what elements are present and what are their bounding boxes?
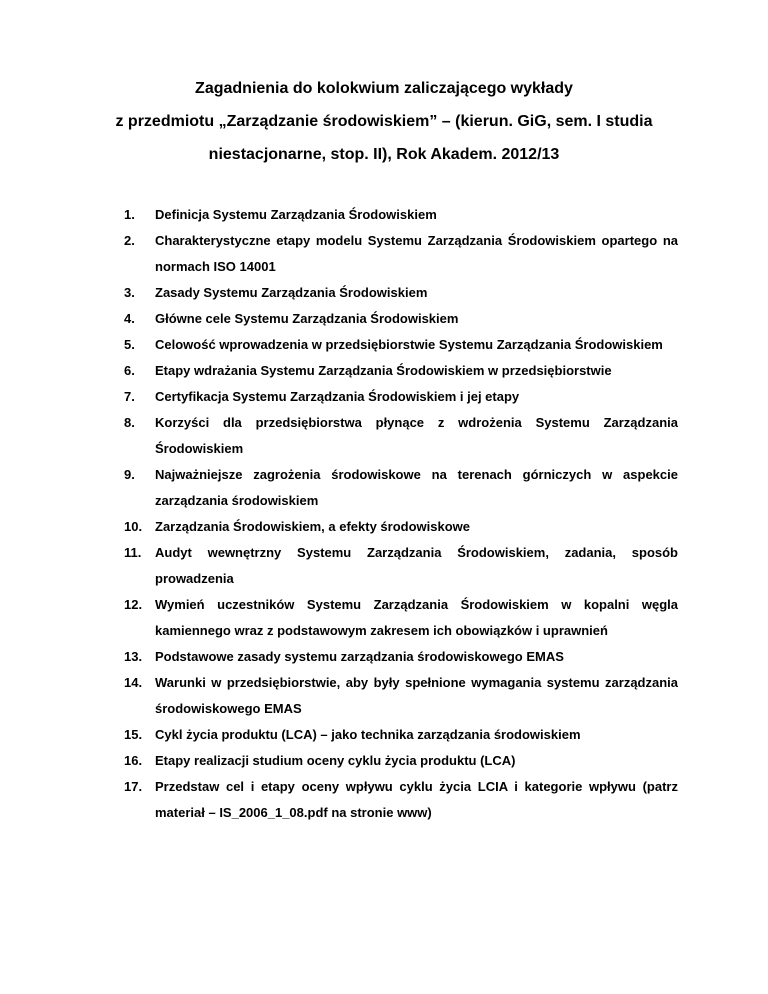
item-text: Cykl życia produktu (LCA) – jako technika zarządzania środowiskiem: [155, 727, 581, 742]
item-text: Przedstaw cel i etapy oceny wpływu cyklu życia LCIA i kategorie wpływu (patrz materiał – IS_2006_1_08.pdf na stronie www): [155, 779, 678, 820]
item-number: 6.: [124, 363, 135, 378]
item-text: Certyfikacja Systemu Zarządzania Środowiskiem i jej etapy: [155, 389, 520, 404]
item-number: 7.: [124, 389, 135, 404]
item-number: 16.: [124, 753, 143, 768]
list-item: [124, 384, 678, 410]
item-text: Podstawowe zasady systemu zarządzania środowiskowego EMAS: [155, 649, 564, 664]
item-number: 12.: [124, 597, 143, 612]
topics-list: [124, 202, 678, 826]
item-text: Zarządzania Środowiskiem, a efekty środowiskowe: [155, 519, 470, 534]
list-item: [124, 358, 678, 384]
item-number: 1.: [124, 207, 135, 222]
item-text: Etapy realizacji studium oceny cyklu życia produktu (LCA): [155, 753, 516, 768]
item-number: 2.: [124, 233, 135, 248]
item-text: Główne cele Systemu Zarządzania Środowiskiem: [155, 311, 459, 326]
title-line-3: niestacjonarne, stop. II), Rok Akadem. 2012/13: [208, 146, 560, 163]
list-item: [124, 462, 678, 514]
item-text: Wymień uczestników Systemu Zarządzania Środowiskiem w kopalni węgla kamiennego wraz z podstawowym zakresem ich obowiązków i uprawnień: [155, 597, 678, 638]
item-number: 13.: [124, 649, 143, 664]
item-number: 8.: [124, 415, 135, 430]
item-number: 14.: [124, 675, 143, 690]
list-item: [124, 202, 678, 228]
item-text: Etapy wdrażania Systemu Zarządzania Środowiskiem w przedsiębiorstwie: [155, 363, 612, 378]
item-text: Definicja Systemu Zarządzania Środowiskiem: [155, 207, 437, 222]
list-item: [124, 410, 678, 462]
list-item: [124, 306, 678, 332]
list-item: [124, 332, 678, 358]
list-item: [124, 228, 678, 280]
list-item: [124, 722, 678, 748]
list-item: [124, 670, 678, 722]
item-number: 10.: [124, 519, 143, 534]
list-item: [124, 748, 678, 774]
item-text: Warunki w przedsiębiorstwie, aby były spełnione wymagania systemu zarządzania środowiskowego EMAS: [155, 675, 678, 716]
item-text: Korzyści dla przedsiębiorstwa płynące z wdrożenia Systemu Zarządzania Środowiskiem: [155, 415, 678, 456]
item-number: 15.: [124, 727, 143, 742]
item-number: 4.: [124, 311, 135, 326]
item-number: 11.: [124, 545, 142, 560]
list-item: [124, 514, 678, 540]
document-title: [0, 72, 768, 171]
item-number: 17.: [124, 779, 143, 794]
list-item: [124, 280, 678, 306]
item-text: Audyt wewnętrzny Systemu Zarządzania Środowiskiem, zadania, sposób prowadzenia: [155, 545, 678, 586]
item-number: 3.: [124, 285, 135, 300]
list-item: [124, 540, 678, 592]
item-text: Celowość wprowadzenia w przedsiębiorstwie Systemu Zarządzania Środowiskiem: [155, 337, 663, 352]
item-text: Charakterystyczne etapy modelu Systemu Zarządzania Środowiskiem opartego na normach ISO 14001: [155, 233, 678, 274]
item-number: 9.: [124, 467, 135, 482]
title-line-2: z przedmiotu „Zarządzanie środowiskiem” – (kierun. GiG, sem. I studia: [115, 113, 653, 130]
list-item: [124, 644, 678, 670]
list-item: [124, 592, 678, 644]
item-text: Najważniejsze zagrożenia środowiskowe na terenach górniczych w aspekcie zarządzania środowiskiem: [155, 467, 678, 508]
title-line-1: Zagadnienia do kolokwium zaliczającego wykłady: [195, 80, 573, 97]
item-text: Zasady Systemu Zarządzania Środowiskiem: [155, 285, 428, 300]
item-number: 5.: [124, 337, 135, 352]
list-item: [124, 774, 678, 826]
